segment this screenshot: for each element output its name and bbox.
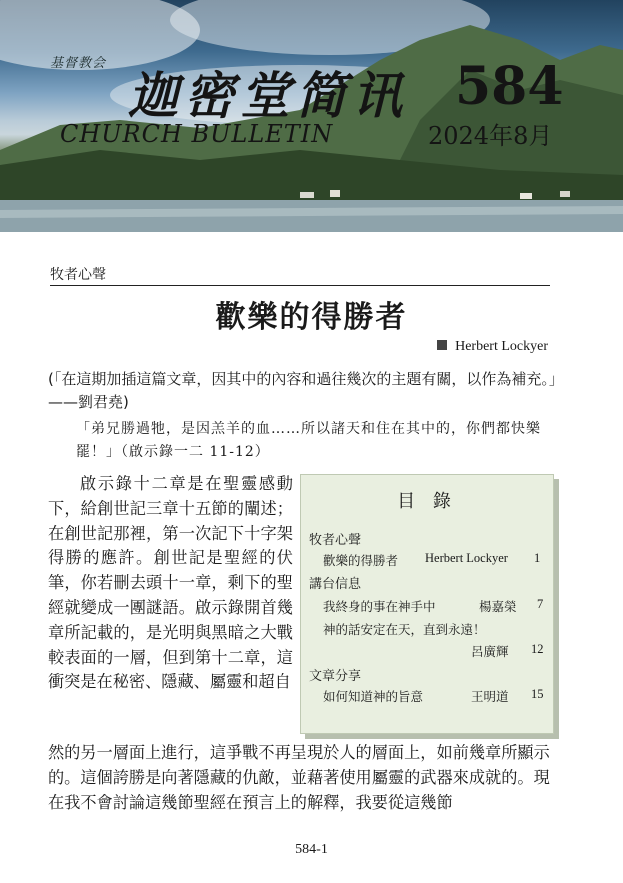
toc-item-page: 15 bbox=[531, 687, 544, 701]
toc-category: 牧者心聲 bbox=[309, 533, 362, 548]
toc-item-author: 楊嘉榮 bbox=[479, 599, 517, 614]
body-paragraph-column: 啟示錄十二章是在聖靈感動下，給創世記三章十五節的闡述；在創世記那裡，第一次記下十字架得勝的應許。創世記是聖經的伏筆，你若刪去頭十一章，剩下的聖經就變成一團謎語。啟示錄開首幾章所記載的，是光明與黑暗之大戰較表面的一層，但到第十二章，這衝突是在秘密、隱藏、屬靈和超自 bbox=[48, 474, 293, 692]
square-bullet-icon bbox=[437, 340, 447, 350]
editor-note: (「在這期加插這篇文章，因其中的內容和過往幾次的主題有關，以作為補充。」——劉君堯) bbox=[48, 370, 557, 411]
toc-item-page: 7 bbox=[537, 597, 544, 611]
issue-number: 584 bbox=[455, 56, 564, 117]
table-of-contents bbox=[300, 474, 554, 734]
author-name: Herbert Lockyer bbox=[455, 339, 548, 354]
toc-category: 文章分享 bbox=[309, 669, 362, 684]
toc-item-author: Herbert Lockyer bbox=[425, 551, 508, 565]
bulletin-title-english: CHURCH BULLETIN bbox=[60, 120, 334, 148]
toc-title: 目 錄 bbox=[397, 491, 457, 512]
toc-item-title: 我終身的事在神手中 bbox=[323, 599, 436, 614]
toc-item-page: 12 bbox=[531, 642, 544, 656]
issue-date: 2024年8月 bbox=[428, 122, 553, 150]
section-label: 牧者心聲 bbox=[50, 264, 550, 286]
toc-category: 講台信息 bbox=[309, 577, 362, 592]
article-title: 歡樂的得勝者 bbox=[215, 300, 408, 335]
bulletin-title-chinese: 迦密堂简讯 bbox=[128, 66, 408, 125]
church-subtitle: 基督教会 bbox=[50, 56, 107, 71]
toc-item-page: 1 bbox=[534, 551, 541, 565]
toc-item-title: 歡樂的得勝者 bbox=[323, 553, 399, 568]
page-number: 584-1 bbox=[295, 842, 328, 857]
body-paragraph-continued: 然的另一層面上進行，這爭戰不再呈現於人的層面上，如前幾章所顯示的。這個誇勝是向著隱藏的仇敵，並藉著使用屬靈的武器來成就的。現在我不會討論這幾節聖經在預言上的解釋，我要從這幾節 bbox=[48, 743, 550, 812]
scripture-quote: 「弟兄勝過牠，是因羔羊的血……所以諸天和住在其中的，你們都快樂罷！」（啟示錄一二 11-12） bbox=[76, 421, 541, 460]
toc-item-author: 王明道 bbox=[471, 689, 509, 704]
header-banner bbox=[0, 0, 623, 232]
toc-item-title: 神的話安定在天，直到永遠！ bbox=[323, 622, 486, 637]
toc-item-title: 如何知道神的旨意 bbox=[323, 689, 424, 704]
toc-item-author: 呂廣輝 bbox=[471, 644, 509, 659]
article-author bbox=[437, 339, 548, 355]
